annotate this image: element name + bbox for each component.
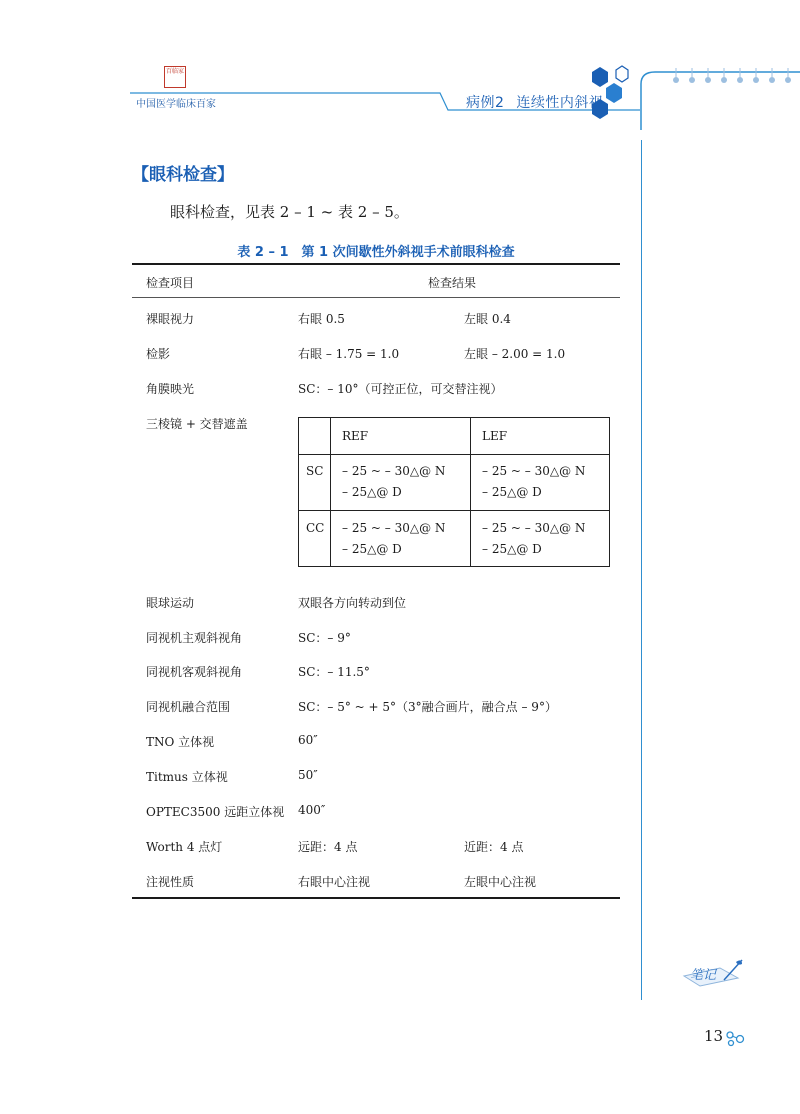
row-label: 同视机融合范围 bbox=[146, 700, 231, 714]
prism-value: – 25 ~ – 30△@ N bbox=[482, 464, 586, 478]
row-label: 角膜映光 bbox=[146, 382, 195, 396]
row-label: Worth 4 点灯 bbox=[146, 840, 223, 854]
cell-od: 右眼 0.5 bbox=[298, 312, 345, 326]
cell-os: 左眼 – 2.00 = 1.0 bbox=[464, 347, 566, 361]
row-label: 同视机客观斜视角 bbox=[146, 665, 243, 679]
cell-value: SC：– 11.5° bbox=[298, 665, 370, 679]
prism-header-lef: LEF bbox=[482, 429, 508, 443]
row-label: 同视机主观斜视角 bbox=[146, 631, 243, 645]
cell-value: SC：– 10°（可控正位，可交替注视） bbox=[298, 382, 503, 396]
header-decoration bbox=[0, 0, 800, 130]
cell-value: 双眼各方向转动到位 bbox=[298, 596, 407, 610]
table-caption: 表 2 – 1 第 1 次间歇性外斜视手术前眼科检查 bbox=[237, 245, 515, 260]
row-label: Titmus 立体视 bbox=[146, 770, 228, 784]
table-header-rule bbox=[132, 297, 620, 298]
cell-value: SC：– 5° ~ + 5°（3°融合画片，融合点 – 9°） bbox=[298, 700, 557, 714]
row-label: TNO 立体视 bbox=[146, 735, 215, 749]
cell-os: 左眼中心注视 bbox=[464, 875, 537, 889]
cell-od: 远距：4 点 bbox=[298, 840, 358, 854]
cell-od: 右眼 – 1.75 = 1.0 bbox=[298, 347, 400, 361]
cell-value: 400″ bbox=[298, 803, 326, 817]
prism-cond: CC bbox=[306, 521, 325, 535]
prism-value: – 25 ~ – 30△@ N bbox=[342, 521, 446, 535]
row-label: 检影 bbox=[146, 347, 171, 361]
table-top-rule bbox=[132, 263, 620, 265]
prism-value: – 25△@ D bbox=[342, 485, 402, 499]
row-label: 注视性质 bbox=[146, 875, 195, 889]
cell-os: 左眼 0.4 bbox=[464, 312, 511, 326]
table-bottom-rule bbox=[132, 897, 620, 899]
prism-value: – 25△@ D bbox=[482, 542, 542, 556]
running-head bbox=[466, 92, 603, 112]
publisher-logo: 百临家 bbox=[164, 66, 186, 88]
cell-os: 近距：4 点 bbox=[464, 840, 524, 854]
cell-value: SC：– 9° bbox=[298, 631, 351, 645]
row-label: 裸眼视力 bbox=[146, 312, 195, 326]
page-number: 13 bbox=[704, 1027, 724, 1045]
section-heading: 【眼科检查】 bbox=[132, 165, 234, 185]
margin-rail bbox=[641, 140, 642, 1000]
case-title: 连续性内斜视 bbox=[516, 95, 604, 111]
col-header-item: 检查项目 bbox=[146, 276, 195, 290]
row-label: 眼球运动 bbox=[146, 596, 195, 610]
notes-label: 笔记 bbox=[690, 968, 717, 983]
row-label: 三棱镜 + 交替遮盖 bbox=[146, 417, 248, 431]
brand-name: 中国医学临床百家 bbox=[136, 99, 216, 110]
prism-value: – 25△@ D bbox=[342, 542, 402, 556]
prism-table-divider bbox=[470, 417, 471, 567]
page-ornament-icon bbox=[726, 1031, 746, 1047]
prism-value: – 25 ~ – 30△@ N bbox=[342, 464, 446, 478]
cell-value: 50″ bbox=[298, 768, 318, 782]
prism-table-divider bbox=[298, 454, 610, 455]
intro-paragraph: 眼科检查，见表 2 – 1 ~ 表 2 – 5。 bbox=[170, 203, 409, 221]
cell-value: 60″ bbox=[298, 733, 318, 747]
prism-table-divider bbox=[298, 510, 610, 511]
row-label: OPTEC3500 远距立体视 bbox=[146, 805, 285, 819]
prism-header-ref: REF bbox=[342, 429, 369, 443]
prism-value: – 25 ~ – 30△@ N bbox=[482, 521, 586, 535]
prism-value: – 25△@ D bbox=[482, 485, 542, 499]
cell-od: 右眼中心注视 bbox=[298, 875, 371, 889]
case-label: 病例2 bbox=[466, 95, 505, 111]
prism-cond: SC bbox=[306, 464, 324, 478]
col-header-result: 检查结果 bbox=[428, 276, 477, 290]
prism-table-divider bbox=[330, 417, 331, 567]
